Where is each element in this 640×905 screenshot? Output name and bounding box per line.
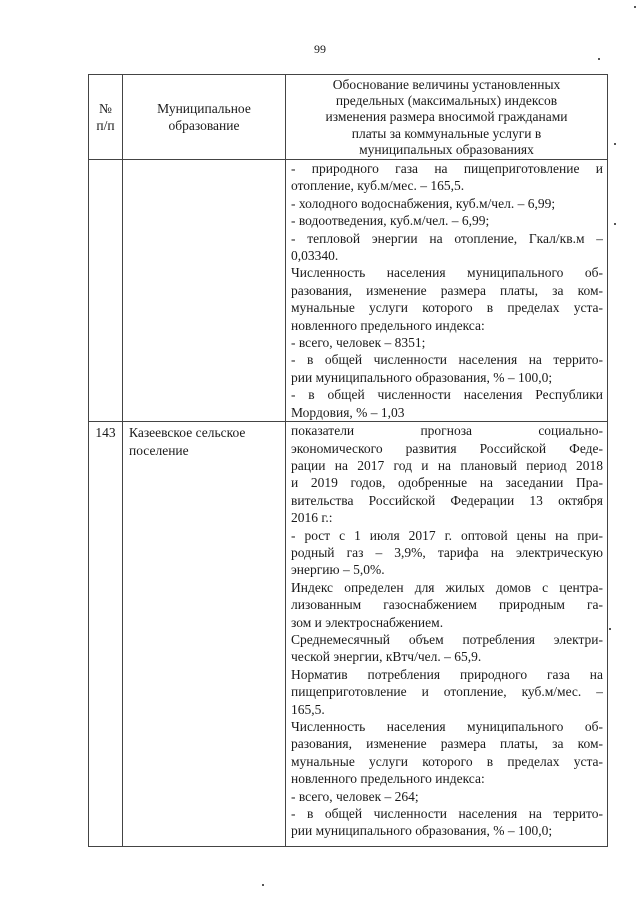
justification-line: Численность населения муниципального об-: [291, 719, 603, 734]
header-justification-line: Обоснование величины установленных: [332, 76, 561, 92]
table-row-143: [89, 422, 608, 847]
justification-line: Мордовия, % – 1,03: [291, 404, 405, 420]
header-number-line: п/п: [96, 118, 115, 133]
justification-line: - тепловой энергии на отопление, Гкал/кв.м –: [291, 230, 603, 246]
justification-line: разования, изменение размера платы, за ком-: [291, 736, 603, 752]
row-municipality-cell: [123, 160, 286, 422]
municipality-name-line: Казеевское сельское: [129, 425, 246, 441]
row-justification-cell: [286, 422, 608, 847]
scan-speck: [598, 58, 600, 60]
header-justification-line: платы за коммунальные услуги в: [351, 125, 542, 141]
header-justification-cell: [286, 75, 608, 160]
justification-line: - в общей численности населения на террито-: [291, 352, 603, 368]
row-number-cell: [89, 160, 123, 422]
justification-line: рации на 2017 год и на плановый период 2018: [291, 457, 603, 473]
header-justification-line: предельных (максимальных) индексов: [335, 93, 558, 109]
header-justification-line: изменения размера вносимой гражданами: [325, 109, 568, 125]
justification-line: энергию – 5,0%.: [291, 562, 385, 578]
justification-line: - природного газа на пищеприготовление и: [291, 161, 603, 176]
justification-line: рии муниципального образования, % – 100,0;: [291, 823, 553, 839]
header-municipality-cell: [123, 75, 286, 160]
justification-line: Норматив потребления природного газа на: [291, 666, 603, 682]
justification-line: 165,5.: [291, 701, 325, 717]
justification-line: лизованным газоснабжением природным га-: [291, 597, 603, 613]
justification-line: Индекс определен для жилых домов с центра-: [291, 579, 603, 595]
table-header-row: [89, 75, 608, 160]
justification-line: разования, изменение размера платы, за ком-: [291, 282, 603, 298]
justification-line: - холодного водоснабжения, куб.м/чел. – 6,99;: [291, 195, 556, 211]
justification-line: Численность населения муниципального об-: [291, 265, 603, 281]
justification-line: - в общей численности населения Республики: [291, 387, 603, 403]
row-number-cell: 143: [89, 422, 123, 847]
justification-line: зом и электроснабжением.: [291, 614, 444, 630]
justification-line: Среднемесячный объем потребления электри-: [291, 631, 603, 647]
scan-speck: [634, 6, 636, 8]
justification-line: - всего, человек – 8351;: [291, 335, 426, 351]
justification-line: вительства Российской Федерации 13 октября: [291, 492, 603, 508]
page-number: 99: [314, 42, 326, 56]
header-municipality-line: образование: [168, 118, 240, 133]
justification-line: новленного предельного индекса:: [291, 317, 485, 333]
row-justification-cell: [286, 160, 608, 422]
scan-speck: [614, 143, 616, 145]
header-municipality-line: Муниципальное: [157, 100, 251, 116]
municipality-name-line: поселение: [129, 442, 189, 458]
justification-line: - в общей численности населения на террито-: [291, 806, 603, 822]
justification-line: - водоотведения, куб.м/чел. – 6,99;: [291, 213, 490, 229]
justification-line: 0,03340.: [291, 248, 339, 264]
justification-line: рии муниципального образования, % – 100,0;: [291, 369, 553, 385]
justification-line: пищеприготовление и отопление, куб.м/мес. –: [291, 684, 603, 700]
tariff-index-table: [88, 74, 608, 847]
justification-line: новленного предельного индекса:: [291, 771, 485, 787]
justification-line: 2016 г.:: [291, 510, 333, 526]
justification-line: - рост с 1 июля 2017 г. оптовой цены на при-: [291, 527, 603, 543]
scan-speck: [609, 628, 611, 630]
header-justification-line: муниципальных образованиях: [359, 141, 534, 157]
justification-line: мунальные услуги которого в пределах уста-: [291, 300, 603, 316]
scan-speck: [262, 884, 264, 886]
row-municipality-cell: [123, 422, 286, 847]
justification-line: и 2019 годов, одобренные на заседании Пра-: [291, 475, 603, 491]
justification-line: мунальные услуги которого в пределах уста-: [291, 753, 603, 769]
header-number-line: №: [99, 100, 112, 116]
header-number-cell: [89, 75, 123, 160]
justification-line: экономического развития Российской Феде-: [291, 440, 603, 456]
scan-speck: [614, 223, 616, 225]
justification-line: родный газ – 3,9%, тарифа на электрическую: [291, 544, 603, 560]
justification-line: отопление, куб.м/мес. – 165,5.: [291, 178, 465, 194]
justification-line: ческой энергии, кВтч/чел. – 65,9.: [291, 649, 482, 665]
justification-line: показатели прогноза социально-: [291, 423, 603, 439]
table-row-continuation: [89, 160, 608, 422]
justification-line: - всего, человек – 264;: [291, 788, 419, 804]
